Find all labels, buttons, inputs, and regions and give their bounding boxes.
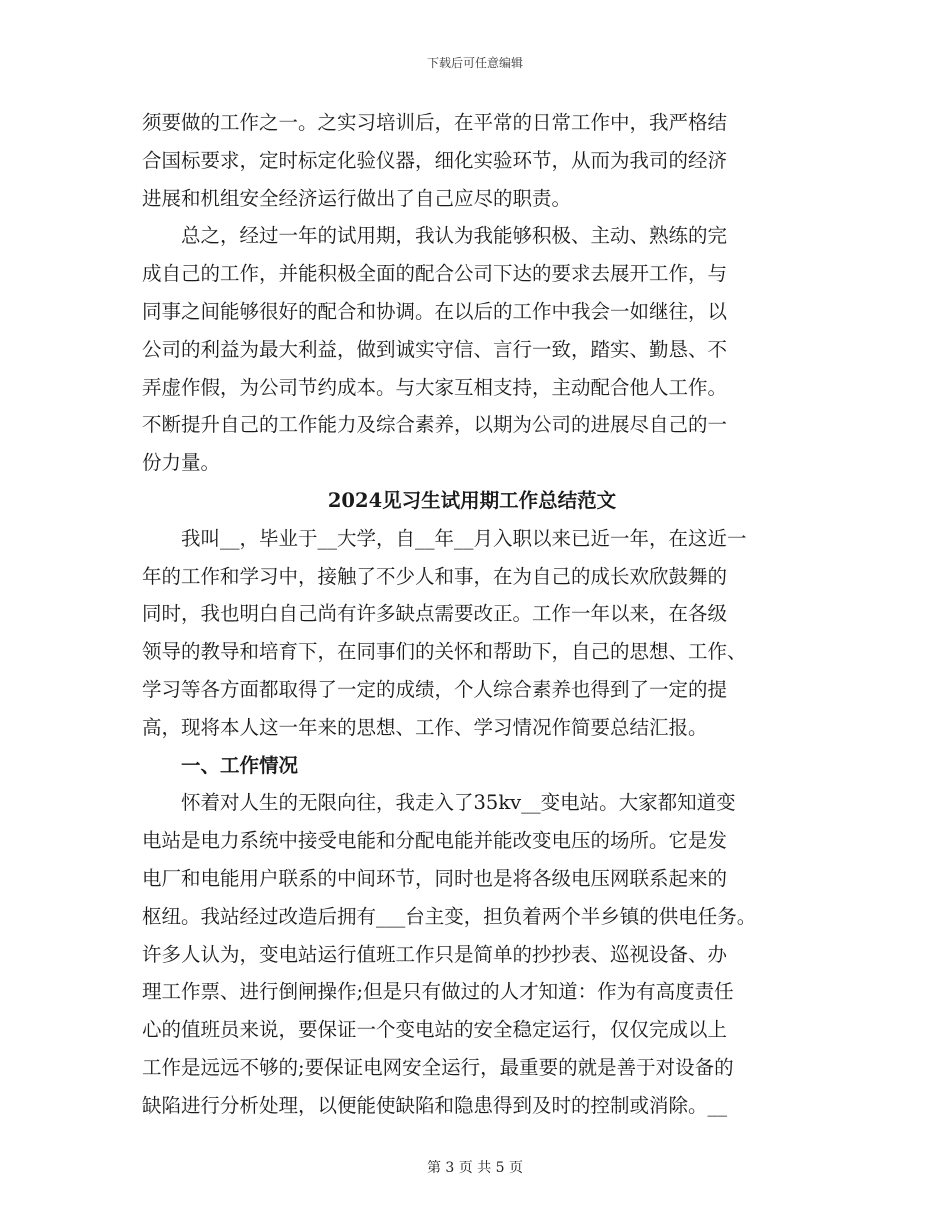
paragraph-line: 领导的教导和培育下，在同事们的关怀和帮助下，自己的思想、工作、 bbox=[142, 640, 747, 664]
paragraph-line: 成自己的工作，并能积极全面的配合公司下达的要求去展开工作，与 bbox=[142, 262, 728, 286]
paragraph-line: 学习等各方面都取得了一定的成绩，个人综合素养也得到了一定的提 bbox=[142, 677, 728, 701]
paragraph-line: 理工作票、进行倒闸操作;但是只有做过的人才知道：作为有高度责任 bbox=[142, 980, 734, 1004]
paragraph-line: 年的工作和学习中，接触了不少人和事，在为自己的成长欢欣鼓舞的 bbox=[142, 564, 728, 588]
paragraph-line: 同事之间能够很好的配合和协调。在以后的工作中我会一如继往，以 bbox=[142, 299, 728, 323]
paragraph-line: 高，现将本人这一年来的思想、工作、学习情况作简要总结汇报。 bbox=[142, 715, 708, 739]
paragraph-line: 怀着对人生的无限向往，我走入了35kv__变电站。大家都知道变 bbox=[181, 791, 736, 815]
paragraph-line: 须要做的工作之一。之实习培训后，在平常的日常工作中，我严格结 bbox=[142, 111, 728, 134]
paragraph-line: 同时，我也明白自己尚有许多缺点需要改正。工作一年以来，在各级 bbox=[142, 602, 728, 626]
page-footer: 第 3 页 共 5 页 bbox=[426, 1160, 524, 1176]
paragraph-line: 许多人认为，变电站运行值班工作只是简单的抄抄表、巡视设备、办 bbox=[142, 942, 728, 966]
paragraph-line: 公司的利益为最大利益，做到诚实守信、言行一致，踏实、勤恳、不 bbox=[142, 337, 728, 361]
document-body bbox=[142, 104, 802, 1125]
paragraph-line: 份力量。 bbox=[142, 451, 221, 475]
section-title: 2024见习生试用期工作总结范文 bbox=[327, 488, 617, 512]
paragraph-line: 不断提升自己的工作能力及综合素养，以期为公司的进展尽自己的一 bbox=[142, 413, 728, 437]
paragraph-line: 电站是电力系统中接受电能和分配电能并能改变电压的场所。它是发 bbox=[142, 829, 728, 853]
paragraph-line: 缺陷进行分析处理，以便能使缺陷和隐患得到及时的控制或消除。__ bbox=[142, 1093, 728, 1117]
paragraph-line: 弄虚作假，为公司节约成本。与大家互相支持，主动配合他人工作。 bbox=[142, 375, 728, 399]
paragraph-line: 枢纽。我站经过改造后拥有___台主变，担负着两个半乡镇的供电任务。 bbox=[142, 904, 757, 928]
paragraph-line: 进展和机组安全经济运行做出了自己应尽的职责。 bbox=[142, 186, 572, 210]
paragraph-line: 工作是远远不够的;要保证电网安全运行，最重要的就是善于对设备的 bbox=[142, 1055, 734, 1079]
paragraph-line: 电厂和电能用户联系的中间环节，同时也是将各级电压网联系起来的 bbox=[142, 866, 728, 890]
paragraph-line: 总之，经过一年的试用期，我认为我能够积极、主动、熟练的完 bbox=[181, 224, 728, 248]
paragraph-line: 合国标要求，定时标定化验仪器，细化实验环节，从而为我司的经济 bbox=[142, 148, 728, 172]
paragraph-line: 我叫__，毕业于__大学，自__年__月入职以来已近一年，在这近一 bbox=[181, 526, 747, 550]
paragraph-line: 心的值班员来说，要保证一个变电站的安全稳定运行，仅仅完成以上 bbox=[142, 1018, 728, 1042]
subsection-heading: 一、工作情况 bbox=[181, 753, 299, 777]
page-header: 下载后可任意编辑 bbox=[426, 56, 523, 70]
